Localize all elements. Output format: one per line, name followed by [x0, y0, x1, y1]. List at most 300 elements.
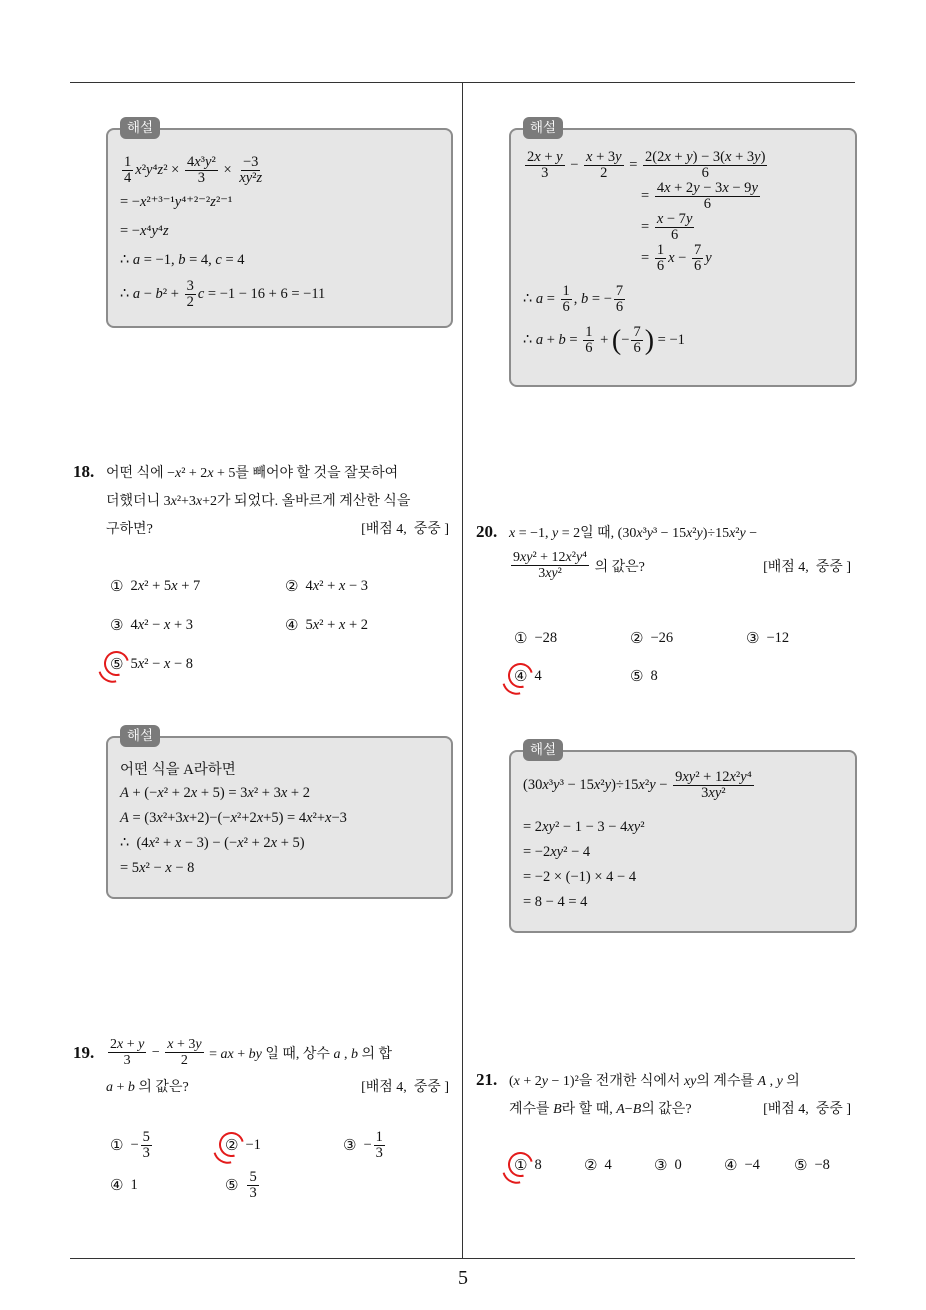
math-text: = 8 − 4 = 4	[523, 894, 588, 910]
math-variable: b	[558, 332, 566, 348]
math-variable: y	[690, 1074, 697, 1089]
math-text: =	[641, 219, 653, 235]
text-line	[509, 518, 857, 546]
math-variable: x	[545, 566, 552, 581]
math-text: −	[148, 1044, 164, 1060]
math-variable: y	[552, 526, 559, 541]
text-line	[523, 181, 843, 212]
math-variable: x	[137, 616, 145, 633]
math-text: x −	[668, 250, 690, 266]
math-text: = −x²⁺³⁻¹y⁴⁺²⁻²z²⁻¹	[120, 194, 233, 210]
math-variable: a	[132, 285, 141, 302]
math-text: = −x⁴y⁴z	[120, 223, 169, 239]
math-text: = 5x² − x − 8	[120, 860, 195, 876]
fraction	[141, 1130, 152, 1161]
choice-number: ④	[514, 667, 528, 685]
text-line	[523, 815, 843, 840]
math-text: −28	[534, 629, 558, 646]
text-line	[523, 865, 843, 890]
math-variable: b	[350, 1046, 358, 1062]
math-variable: y	[174, 194, 182, 210]
math-text: −26	[650, 629, 674, 646]
math-variable: y	[146, 161, 153, 178]
math-variable: x	[256, 810, 264, 826]
math-variable: x	[174, 835, 182, 851]
math-variable: b	[248, 1046, 256, 1062]
column-divider	[462, 82, 463, 1258]
math-variable: x	[520, 550, 527, 565]
answer-check-mark	[503, 1147, 537, 1181]
math-variable: x	[656, 211, 664, 227]
text-run: 어떤 식을 A라하면	[120, 762, 236, 778]
solution-body	[523, 770, 843, 915]
answer-choice	[654, 1153, 724, 1177]
answer-choice	[746, 626, 856, 650]
fraction	[655, 243, 666, 274]
text-line	[523, 212, 843, 243]
text-line	[523, 770, 843, 801]
fraction	[165, 1037, 203, 1068]
fraction-numerator: 7	[615, 283, 624, 299]
fraction-numerator: 4x + 2y − 3x − 9y	[656, 180, 758, 196]
math-text: 4x² + x − 3	[305, 577, 369, 594]
solution-box	[106, 728, 453, 899]
math-variable: x	[171, 577, 178, 594]
fraction-denominator: xy²z	[239, 169, 263, 186]
math-variable: x	[148, 835, 155, 851]
fraction-denominator: 3	[541, 165, 549, 181]
fraction-numerator: 5	[142, 1128, 150, 1145]
fraction-denominator: 3xy²	[701, 785, 726, 801]
math-variable: y	[245, 169, 253, 186]
text-line	[106, 486, 455, 514]
math-variable: x	[157, 785, 164, 801]
fraction	[511, 550, 589, 581]
math-variable: x	[135, 161, 142, 178]
text-line	[523, 325, 843, 356]
fraction-numerator: 4x³y²	[186, 153, 216, 170]
question-number: 18.	[73, 462, 95, 481]
math-variable: x	[306, 810, 313, 826]
math-variable: B	[553, 1102, 562, 1117]
answer-choice	[724, 1153, 794, 1177]
math-variable: y	[556, 149, 563, 165]
score-info: [배점 4, 중중 ]	[361, 1080, 449, 1095]
math-text: 5x² − x − 8	[130, 655, 194, 672]
fraction-denominator: 6	[703, 196, 711, 212]
math-variable: y	[739, 526, 746, 541]
math-text: −	[566, 157, 582, 173]
answer-choice	[630, 626, 746, 650]
math-text: 계수를 B라 할 때, A−B의 값은?	[509, 1102, 692, 1117]
math-variable: x	[156, 810, 163, 826]
choice-number: ①	[514, 629, 528, 647]
math-variable: x	[237, 835, 244, 851]
math-delimiter: )	[644, 324, 655, 356]
choice-number: ④	[110, 1176, 124, 1194]
solution-body	[523, 150, 843, 356]
math-variable: a	[106, 1080, 113, 1095]
math-variable: x	[175, 466, 182, 481]
fraction	[631, 325, 642, 356]
math-variable: x	[190, 785, 198, 801]
math-variable: y	[575, 550, 583, 565]
math-variable: x	[565, 550, 572, 565]
math-text: x = −1, y = 2일 때, (30x³y³ − 15x²y)÷15x²y −	[509, 526, 758, 541]
fraction-denominator: 3	[123, 1053, 131, 1068]
answer-choice	[225, 1168, 343, 1202]
question-20	[476, 518, 857, 581]
math-delimiter: (	[611, 324, 622, 356]
answer-choice	[110, 1168, 225, 1202]
fraction	[247, 1170, 258, 1201]
math-text: 4x² − x + 3	[130, 616, 194, 633]
fraction	[583, 325, 594, 356]
math-variable: a	[535, 291, 544, 307]
question-text	[106, 1037, 455, 1100]
answer-choices	[514, 626, 856, 688]
fraction-denominator: 6	[615, 299, 624, 315]
math-variable: a	[132, 252, 141, 268]
fraction-denominator: 2	[180, 1053, 188, 1068]
answer-choice	[514, 1153, 584, 1177]
math-text	[705, 250, 711, 267]
math-variable: b	[155, 285, 163, 302]
fraction-numerator: 9xy² + 12x²y⁴	[513, 550, 588, 565]
math-variable: y	[688, 769, 696, 785]
text-line	[120, 217, 439, 246]
fraction	[655, 212, 695, 243]
math-text: 의 값은?	[591, 559, 645, 575]
math-variable: x	[280, 785, 288, 801]
math-text: = ax + by 일 때, 상수 a , b 의 합	[205, 1046, 393, 1062]
fraction	[374, 1130, 385, 1161]
math-variable: y	[548, 819, 555, 835]
score-info: [배점 4, 중중 ]	[763, 1102, 851, 1117]
solution-box	[509, 120, 857, 387]
math-variable: x	[729, 769, 736, 785]
question-21	[476, 1066, 857, 1122]
fraction-numerator: 3	[186, 277, 194, 294]
math-variable: y	[205, 153, 212, 170]
math-variable: y	[696, 526, 703, 541]
text-line	[106, 1037, 455, 1068]
text-line	[509, 550, 857, 581]
math-variable: x	[195, 494, 203, 509]
math-variable: y	[776, 1074, 783, 1089]
math-variable: y	[705, 250, 712, 266]
choice-number: ②	[285, 577, 299, 595]
fraction-numerator: 5	[249, 1168, 257, 1185]
math-variable: y	[740, 769, 747, 785]
question-text	[509, 1066, 857, 1122]
math-variable: z	[210, 194, 216, 210]
math-variable: y	[751, 180, 758, 196]
math-variable: x	[270, 835, 278, 851]
math-variable: y	[151, 223, 158, 239]
math-variable: y	[541, 1074, 549, 1089]
question-number: 21.	[476, 1070, 498, 1089]
answer-choice	[794, 1153, 854, 1177]
math-text: =	[625, 157, 641, 173]
text-line	[120, 781, 439, 806]
math-variable: z	[256, 169, 263, 186]
text-line	[120, 275, 439, 313]
math-text: (30x³y³ − 15x²y)÷15x²y −	[523, 777, 672, 793]
math-variable: A	[120, 810, 129, 826]
math-text: a + b 의 값은?	[106, 1080, 189, 1095]
math-variable: x	[139, 194, 147, 210]
math-variable: x	[534, 149, 541, 165]
fraction-denominator: 6	[585, 340, 593, 356]
score-info: [배점 4, 중중 ]	[361, 522, 449, 537]
math-variable: A	[616, 1102, 625, 1117]
math-text: −1	[245, 1136, 261, 1153]
math-variable: x	[686, 526, 693, 541]
fraction	[561, 284, 572, 315]
math-variable: z	[157, 161, 164, 178]
text-line	[120, 756, 439, 781]
choice-number: ③	[654, 1156, 668, 1174]
fraction	[692, 243, 703, 274]
math-variable: a	[220, 1046, 228, 1062]
text-line	[523, 243, 843, 274]
math-variable: x	[312, 577, 320, 594]
text-line	[120, 856, 439, 881]
math-variable: x	[207, 466, 214, 481]
fraction-denominator: 6	[633, 340, 641, 356]
math-variable: x	[542, 777, 549, 793]
answer-choice	[584, 1153, 654, 1177]
math-text: 어떤 식에 −x² + 2x + 5를 빼어야 할 것을 잘못하여	[106, 466, 399, 481]
math-variable: x	[239, 169, 246, 186]
math-text: −8	[814, 1156, 830, 1173]
math-variable: y	[714, 785, 722, 801]
text-line	[120, 246, 439, 275]
math-variable: x	[165, 860, 172, 876]
math-text: ∴ a = −1, b = 4, c = 4	[120, 252, 245, 268]
math-variable: x	[137, 577, 145, 594]
math-variable: y	[551, 566, 558, 581]
math-text: 0	[674, 1156, 682, 1173]
choice-number: ⑤	[794, 1156, 808, 1174]
math-variable: x	[325, 810, 332, 826]
text-line	[523, 890, 843, 915]
math-variable: x	[593, 777, 601, 793]
answer-choice	[110, 1128, 225, 1162]
fraction	[673, 770, 754, 801]
math-text: ∴ (4x² + x − 3) − (−x² + 2x + 5)	[120, 835, 305, 851]
math-text: 4	[534, 667, 542, 684]
score-info: [배점 4, 중중 ]	[763, 559, 851, 575]
math-variable: x	[638, 777, 645, 793]
fraction-numerator: x − 7y	[656, 211, 693, 227]
choice-number: ⑤	[630, 667, 644, 685]
fraction	[525, 150, 565, 181]
text-line	[106, 458, 455, 486]
solution-body	[120, 152, 439, 313]
choice-number: ②	[225, 1136, 239, 1154]
math-variable: y	[685, 211, 693, 227]
math-variable: y	[138, 1037, 145, 1052]
math-variable: c	[197, 285, 205, 302]
math-variable: y	[633, 819, 641, 835]
solution-box	[509, 742, 857, 933]
math-variable: a	[535, 332, 544, 348]
solution-tag: 해설	[120, 117, 160, 139]
math-variable: x	[636, 526, 643, 541]
math-text: 1	[130, 1176, 138, 1193]
choice-number: ③	[343, 1136, 357, 1154]
text-line	[106, 1072, 455, 1100]
fraction-numerator: 2(2x + y) − 3(x + 3y)	[645, 149, 766, 165]
math-variable: y	[646, 526, 653, 541]
answer-choice	[343, 1128, 453, 1162]
math-variable: x	[227, 1046, 234, 1062]
math-text: 더했더니 3x²+3x+2가 되었다. 올바르게 계산한 식을	[106, 494, 411, 509]
math-text: −	[130, 1136, 139, 1153]
solution-tag: 해설	[523, 117, 563, 139]
math-variable: x	[509, 526, 516, 541]
answer-check-mark	[99, 646, 133, 680]
math-text: 구하면?	[106, 522, 153, 537]
text-line	[120, 831, 439, 856]
math-text: −	[621, 332, 630, 348]
math-text: 2x² + 5x + 7	[130, 577, 201, 594]
math-text: 8	[534, 1156, 542, 1173]
choice-number: ⑤	[225, 1176, 239, 1194]
math-variable: y	[526, 550, 533, 565]
choice-number: ⑤	[110, 655, 124, 673]
math-variable: A	[757, 1074, 767, 1089]
choice-number: ②	[630, 629, 644, 647]
math-variable: y	[754, 149, 761, 165]
solution-tag: 해설	[120, 725, 160, 747]
math-variable: x	[247, 785, 254, 801]
math-variable: x	[163, 616, 171, 633]
math-variable: y	[649, 777, 656, 793]
math-variable: x	[627, 819, 634, 835]
fraction-denominator: 3	[375, 1144, 383, 1161]
math-text: +	[596, 332, 612, 348]
math-variable: y	[553, 777, 560, 793]
math-text: x²y⁴z² ×	[135, 161, 183, 178]
question-text	[106, 458, 455, 542]
solution-body	[120, 756, 439, 881]
math-text: ×	[219, 161, 236, 178]
math-variable: x	[182, 810, 190, 826]
fraction-numerator: 1	[124, 153, 132, 170]
math-variable: x	[725, 149, 732, 165]
fraction	[655, 181, 760, 212]
math-text: −12	[766, 629, 790, 646]
fraction-numerator: 7	[693, 242, 702, 258]
fraction-numerator: x + 3y	[167, 1037, 202, 1052]
text-line	[523, 284, 843, 315]
math-variable: y	[255, 1046, 262, 1062]
text-line	[120, 188, 439, 217]
answer-choice	[285, 574, 460, 598]
question-19	[73, 1037, 455, 1100]
fraction-denominator: 2	[600, 165, 608, 181]
math-text: 4	[604, 1156, 612, 1173]
math-variable: b	[178, 252, 186, 268]
math-variable: y	[693, 180, 700, 196]
text-line	[120, 152, 439, 188]
fraction	[237, 155, 264, 186]
math-variable: B	[632, 1102, 642, 1117]
fraction	[108, 1037, 146, 1068]
text-line	[509, 1094, 857, 1122]
choice-number: ③	[746, 629, 760, 647]
choice-number: ①	[514, 1156, 528, 1174]
fraction-denominator: 3	[249, 1184, 257, 1201]
math-text: A = (3x²+3x+2)−(−x²+2x+5) = 4x²+x−3	[120, 810, 347, 826]
math-text: A + (−x² + 2x + 5) = 3x² + 3x + 2	[120, 785, 310, 801]
fraction-numerator: 1	[585, 324, 593, 340]
bottom-rule	[70, 1258, 855, 1259]
page-number: 5	[458, 1267, 468, 1289]
answer-choice	[110, 613, 285, 637]
text-line	[120, 806, 439, 831]
answer-choice	[110, 574, 285, 598]
choice-number: ④	[724, 1156, 738, 1174]
question-number: 19.	[73, 1043, 95, 1062]
fraction-denominator: 4	[124, 169, 132, 186]
fraction-numerator: x + 3y	[586, 149, 622, 165]
fraction-denominator: 3	[142, 1144, 150, 1161]
math-variable: y	[686, 149, 693, 165]
fraction	[643, 150, 767, 181]
math-text: , b = −	[573, 291, 612, 307]
fraction-numerator: 2x + y	[110, 1037, 145, 1052]
fraction-denominator: 3xy²	[538, 566, 562, 581]
math-variable: y	[604, 777, 612, 793]
answer-choices	[110, 1128, 453, 1202]
solution-box	[106, 120, 453, 328]
math-variable: x	[230, 810, 237, 826]
math-variable: c	[215, 252, 222, 268]
math-variable: x	[668, 250, 675, 266]
math-variable: x	[117, 1037, 124, 1052]
solution-tag: 해설	[523, 739, 563, 761]
math-text: 5x² + x + 2	[305, 616, 369, 633]
choice-number: ③	[110, 616, 124, 634]
math-variable: z	[162, 223, 169, 239]
answer-choices	[514, 1153, 854, 1177]
math-variable: x	[664, 149, 671, 165]
fraction-numerator: 1	[656, 242, 665, 258]
fraction-denominator: 6	[701, 165, 709, 181]
text-line	[523, 150, 843, 181]
math-variable: x	[194, 153, 201, 170]
fraction-denominator: 6	[670, 227, 679, 243]
math-variable: x	[170, 494, 177, 509]
question-text	[509, 518, 857, 581]
fraction-numerator: 9xy² + 12x²y⁴	[675, 769, 752, 785]
answer-choice	[110, 652, 285, 676]
math-variable: b	[581, 291, 589, 307]
fraction-denominator: 6	[562, 299, 570, 315]
math-variable: x	[683, 1074, 691, 1089]
fraction-denominator: 6	[656, 258, 665, 274]
fraction-numerator: 7	[633, 324, 641, 340]
math-variable: x	[586, 149, 593, 165]
text-line	[523, 840, 843, 865]
math-variable: A	[120, 785, 129, 801]
math-text: = −2xy² − 4	[523, 844, 591, 860]
math-text: 8	[650, 667, 658, 684]
